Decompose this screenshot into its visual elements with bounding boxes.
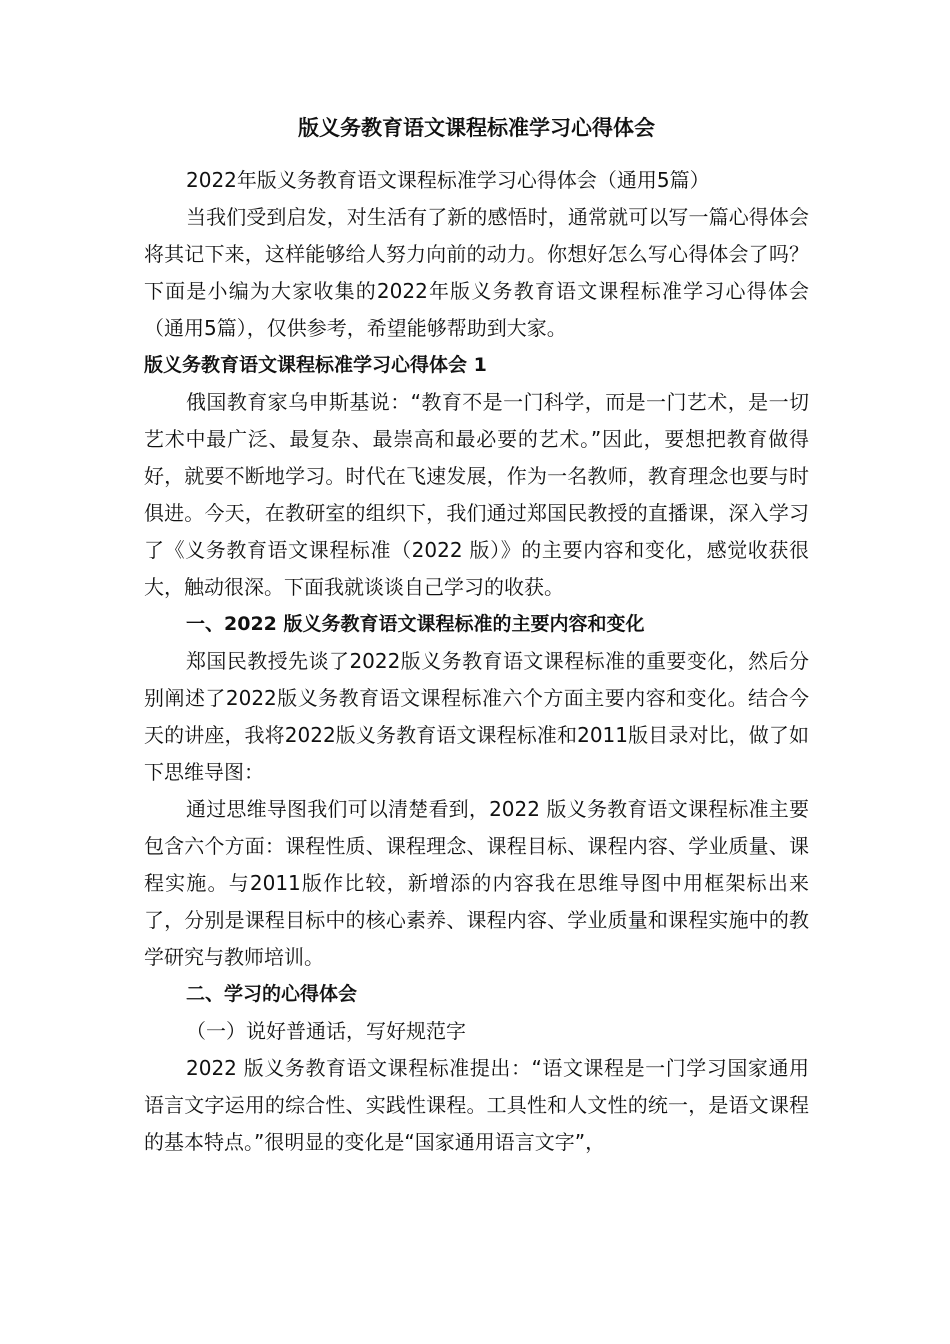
paragraph-standard: 2022 版义务教育语文课程标准提出：“语文课程是一门学习国家通用语言文字运用的综合性、实践性课程。工具性和人文性的统一，是语文课程的基本特点。”很明显的变化是“国家通用语言文字”， (144, 1056, 809, 1154)
heading-part-two: 二、学习的心得体会 (186, 983, 358, 1005)
intro-paragraph: 当我们受到启发，对生活有了新的感悟时，通常就可以写一篇心得体会将其记下来，这样能够给人努力向前的动力。你想好怎么写心得体会了吗？下面是小编为大家收集的2022年版义务教育语文课程标准学习心得体会（通用5篇），仅供参考，希望能够帮助到大家。 (144, 205, 809, 340)
paragraph-quote: 俄国教育家乌申斯基说：“教育不是一门科学，而是一门艺术，是一切艺术中最广泛、最复杂、最崇高和最必要的艺术。”因此，要想把教育做得好，就要不断地学习。时代在飞速发展，作为一名教师，教育理念也要与时俱进。今天，在教研室的组织下，我们通过郑国民教授的直播课，深入学习了《义务教育语文课程标准（2022 版）》的主要内容和变化，感觉收获很大，触动很深。下面我就谈谈自己学习的收获。 (144, 390, 809, 599)
document-body (144, 110, 809, 1161)
sub-heading-one: （一）说好普通话，写好规范字 (186, 1019, 466, 1043)
document-subtitle: 2022年版义务教育语文课程标准学习心得体会（通用5篇） (186, 168, 710, 192)
document-title: 版义务教育语文课程标准学习心得体会 (298, 116, 655, 140)
paragraph-changes: 郑国民教授先谈了2022版义务教育语文课程标准的重要变化，然后分别阐述了2022版义务教育语文课程标准六个方面主要内容和变化。结合今天的讲座，我将2022版义务教育语文课程标准和2011版目录对比，做了如下思维导图： (144, 649, 809, 784)
section-heading-1: 版义务教育语文课程标准学习心得体会 1 (144, 354, 487, 376)
heading-part-one: 一、2022 版义务教育语文课程标准的主要内容和变化 (186, 613, 645, 635)
paragraph-mindmap: 通过思维导图我们可以清楚看到，2022 版义务教育语文课程标准主要包含六个方面：课程性质、课程理念、课程目标、课程内容、学业质量、课程实施。与2011版作比较，新增添的内容我在思维导图中用框架标出来了，分别是课程目标中的核心素养、课程内容、学业质量和课程实施中的教学研究与教师培训。 (144, 797, 809, 969)
